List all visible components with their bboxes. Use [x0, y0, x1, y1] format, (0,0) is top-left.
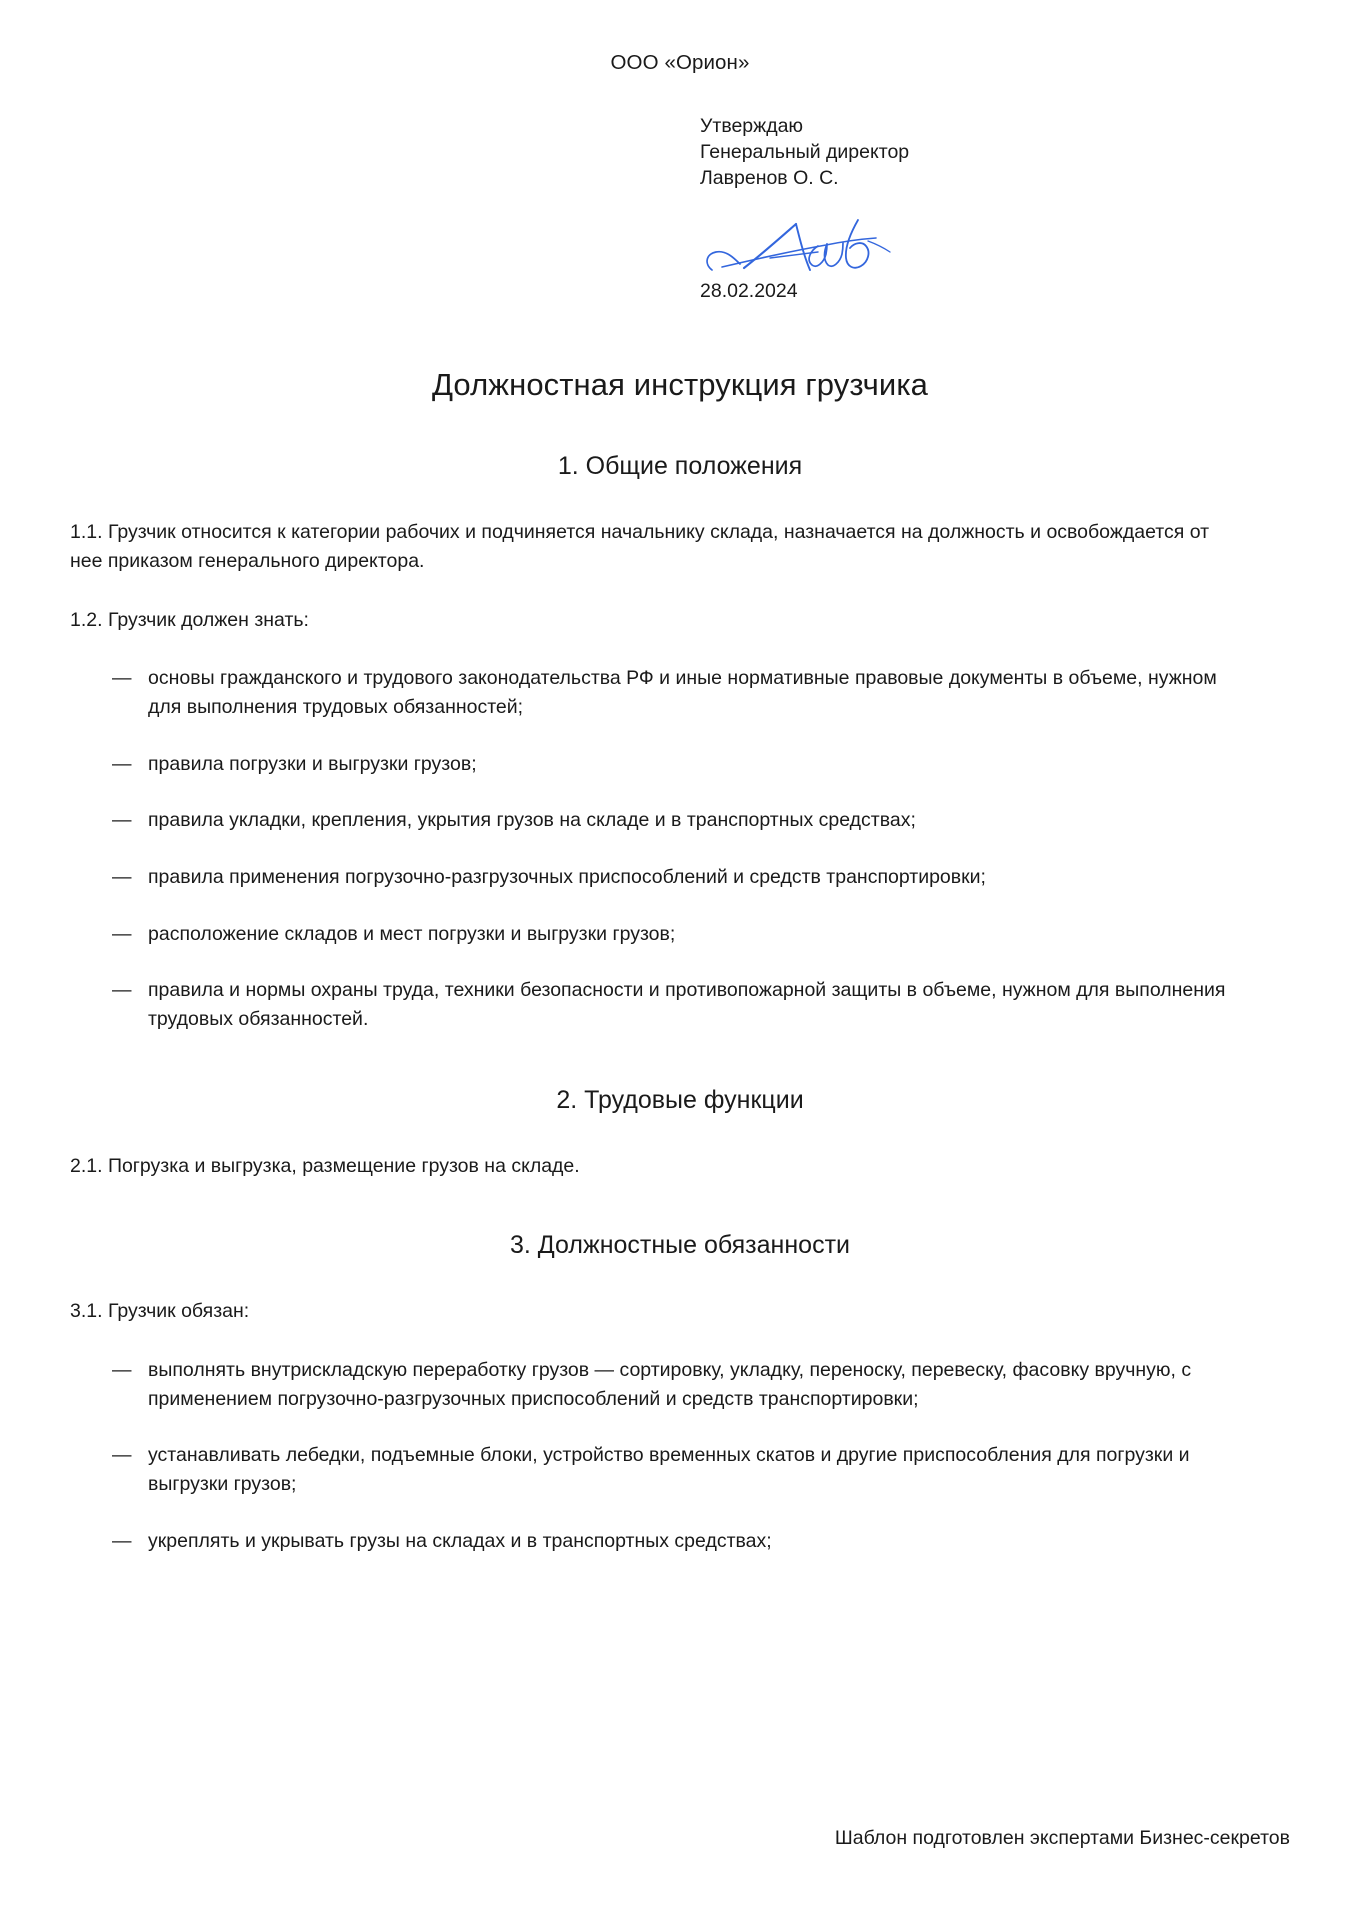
list-item-text: укреплять и укрывать грузы на складах и в транспортных средствах;: [148, 1529, 772, 1552]
list-item: [70, 976, 1238, 1033]
section-heading-3: 3. Должностные обязанности: [510, 1230, 850, 1259]
list-item-text: устанавливать лебедки, подъемные блоки, устройство временных скатов и другие приспособления для погрузки и выгрузки грузов;: [148, 1444, 1190, 1495]
dash-marker: —: [112, 866, 132, 889]
section-heading-2: 2. Трудовые функции: [556, 1085, 804, 1114]
list-item-text: выполнять внутрискладскую переработку грузов — сортировку, укладку, переноску, перевеску, фасовку вручную, с применением погрузочно-разгрузочных приспособлений и средств транспортировки;: [148, 1358, 1192, 1410]
list-item-text: правила и нормы охраны труда, техники безопасности и противопожарной защиты в объеме, нужном для выполнения трудовых обязанностей.: [148, 979, 1226, 1031]
list-item-text: правила погрузки и выгрузки грузов;: [148, 752, 477, 775]
section-heading-1: 1. Общие положения: [557, 451, 803, 480]
approval-word: Утверждаю: [700, 114, 804, 137]
dash-marker: —: [112, 752, 132, 775]
list-item-text: основы гражданского и трудового законодательства РФ и иные нормативные правовые документы в объеме, нужном для выполнения трудовых обязанностей;: [148, 667, 1217, 719]
page-title: Должностная инструкция грузчика: [431, 367, 929, 403]
organization-name: ООО «Орион»: [610, 51, 750, 74]
dash-marker: —: [112, 922, 132, 945]
list-section-1: [70, 664, 1290, 1033]
dash-marker: —: [112, 1444, 132, 1467]
paragraph-3-1: 3.1. Грузчик обязан:: [70, 1300, 250, 1323]
dash-marker: —: [112, 667, 132, 690]
list-item: [70, 664, 1238, 721]
approver-position: Генеральный директор: [700, 140, 910, 163]
paragraph-1-1: 1.1. Грузчик относится к категории рабочих и подчиняется начальнику склада, назначается на должность и освобождается от нее приказом генерального директора.: [70, 521, 1210, 573]
list-item: [70, 750, 1238, 779]
paragraph-1-2: 1.2. Грузчик должен знать:: [70, 608, 309, 631]
list-item: [70, 920, 1238, 949]
approval-block: [70, 113, 1290, 305]
footer-note: Шаблон подготовлен экспертами Бизнес-секретов: [834, 1826, 1290, 1849]
dash-marker: —: [112, 979, 132, 1002]
signature-date: 28.02.2024: [700, 279, 798, 302]
dash-marker: —: [112, 1529, 132, 1552]
list-item: [70, 806, 1238, 835]
list-item-text: правила применения погрузочно-разгрузочных приспособлений и средств транспортировки;: [148, 866, 986, 889]
list-item: [70, 1527, 1238, 1556]
handwritten-signature-icon: [700, 218, 1290, 280]
approver-name: Лавренов О. С.: [700, 167, 839, 190]
list-item-text: расположение складов и мест погрузки и выгрузки грузов;: [148, 922, 676, 945]
dash-marker: —: [112, 1358, 132, 1381]
approver-info: [700, 139, 1290, 192]
dash-marker: —: [112, 809, 132, 832]
paragraph-2-1: 2.1. Погрузка и выгрузка, размещение грузов на складе.: [70, 1155, 580, 1178]
list-item: [70, 1441, 1238, 1498]
list-section-3: [70, 1356, 1290, 1555]
list-item: [70, 863, 1238, 892]
list-item-text: правила укладки, крепления, укрытия грузов на складе и в транспортных средствах;: [148, 809, 916, 832]
list-item: [70, 1356, 1238, 1413]
